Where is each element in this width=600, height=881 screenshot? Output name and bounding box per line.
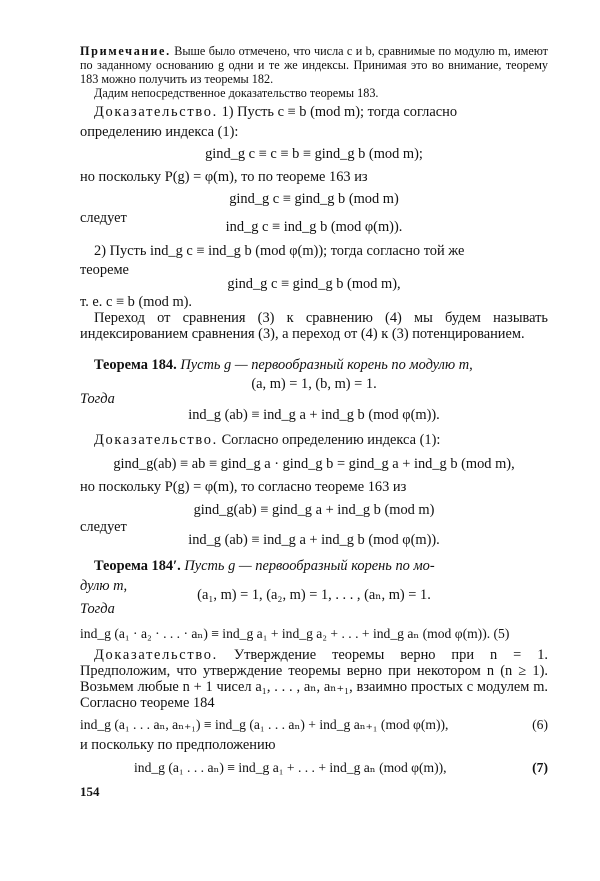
note-line-2: Дадим непосредственное доказательство теоремы 183.	[94, 86, 379, 100]
proof183-line-3: но поскольку P(g) = φ(m), то по теореме 163 из	[80, 169, 368, 185]
theorem184-formula: ind_g (ab) ≡ ind_g a + ind_g b (mod φ(m)).	[188, 407, 440, 423]
formula-5: ind_g (a₁ · a₂ · . . . · aₙ) ≡ ind_g a₁ + ind_g a₂ + . . . + ind_g aₙ (mod φ(m)). (5)	[80, 626, 510, 641]
proof184-text-1: Согласно определению индекса (1):	[217, 432, 441, 448]
proof184-formula-1: gind_g(ab) ≡ ab ≡ gind_g a · gind_g b = gind_g a + ind_g b (mod m),	[113, 456, 515, 472]
proof184-line-3: следует	[80, 519, 127, 535]
page-number: 154	[80, 784, 100, 799]
proof184-lead: Доказательство.	[94, 432, 218, 448]
formula-6-number: (6)	[532, 717, 548, 732]
theorem184-label: Теорема 184.	[94, 357, 177, 373]
theorem184-condition: (a, m) = 1, (b, m) = 1.	[251, 376, 377, 392]
proof183-line-7: т. е. c ≡ b (mod m).	[80, 294, 193, 310]
formula-183-1: gind_g c ≡ c ≡ b ≡ gind_g b (mod m);	[205, 146, 423, 162]
theorem184p-text: Пусть g — первообразный корень по мо-	[180, 558, 435, 574]
theorem184-statement	[80, 357, 548, 374]
proof183-paragraph-2: Переход от сравнения (3) к сравнению (4) мы будем называть индексированием сравнения (3), а переход от (4) к (3) потенцированием.	[80, 310, 548, 342]
proof183-line-1	[80, 104, 548, 121]
formula-183-3: ind_g c ≡ ind_g b (mod φ(m)).	[225, 219, 403, 235]
theorem184p-text-2: дулю m,	[80, 578, 128, 594]
proof183-line-2: определению индекса (1):	[80, 124, 239, 140]
proof183-line-5: 2) Пусть ind_g c ≡ ind_g b (mod φ(m)); тогда согласно той же	[94, 243, 465, 259]
formula-183-2: gind_g c ≡ gind_g b (mod m)	[229, 191, 399, 207]
note-text: Выше было отмечено, что числа c и b, сравнимые по модулю m, имеют по заданному основанию g одни и те же индексы. Принимая это во внимание, теорему 183 можно получить из теоремы 182.	[80, 44, 548, 86]
proof184-formula-3: ind_g (ab) ≡ ind_g a + ind_g b (mod φ(m)).	[188, 532, 440, 548]
proof183-lead: Доказательство.	[94, 104, 218, 120]
proof184p-lead: Доказательство.	[94, 647, 218, 663]
note-paragraph	[80, 44, 548, 86]
formula-7-number: (7)	[532, 760, 548, 775]
formula-7-row	[80, 760, 548, 776]
formula-183-4: gind_g c ≡ gind_g b (mod m),	[227, 276, 401, 292]
proof183-line-6: теореме	[80, 262, 129, 278]
theorem184p-label: Теорема 184′.	[94, 558, 181, 574]
proof184-line-1	[80, 432, 548, 449]
formula-6: ind_g (a₁ . . . aₙ, aₙ₊₁) ≡ ind_g (a₁ . . . aₙ) + ind_g aₙ₊₁ (mod φ(m)),	[80, 717, 449, 732]
theorem184p-condition: (a₁, m) = 1, (a₂, m) = 1, . . . , (aₙ, m) = 1.	[197, 587, 431, 603]
formula-6-row	[80, 717, 548, 733]
proof183-line-4: следует	[80, 210, 127, 226]
note-heading: Примечание.	[80, 44, 171, 58]
formula-7: ind_g (a₁ . . . aₙ) ≡ ind_g a₁ + . . . + ind_g aₙ (mod φ(m)),	[134, 760, 447, 775]
proof184-line-2: но поскольку P(g) = φ(m), то согласно теореме 163 из	[80, 479, 407, 495]
theorem184p-then: Тогда	[80, 601, 115, 617]
proof184p-text: Утверждение теоремы верно при n = 1. Предположим, что утверждение теоремы верно при некотором n (n ≥ 1). Возьмем любые n + 1 чисел a₁, . . . , aₙ, aₙ₊₁, взаимно простых с модулем m. Согласно теореме 184	[80, 647, 548, 711]
theorem184-text: Пусть g — первообразный корень по модулю m,	[176, 357, 473, 373]
proof184p-paragraph	[80, 647, 548, 711]
proof184-formula-2: gind_g(ab) ≡ gind_g a + ind_g b (mod m)	[193, 502, 435, 518]
proof183-text-1: 1) Пусть c ≡ b (mod m); тогда согласно	[217, 104, 458, 120]
proof184p-line-last: и поскольку по предположению	[80, 737, 276, 753]
theorem184-then: Тогда	[80, 391, 115, 407]
theorem184p-statement	[80, 558, 548, 575]
